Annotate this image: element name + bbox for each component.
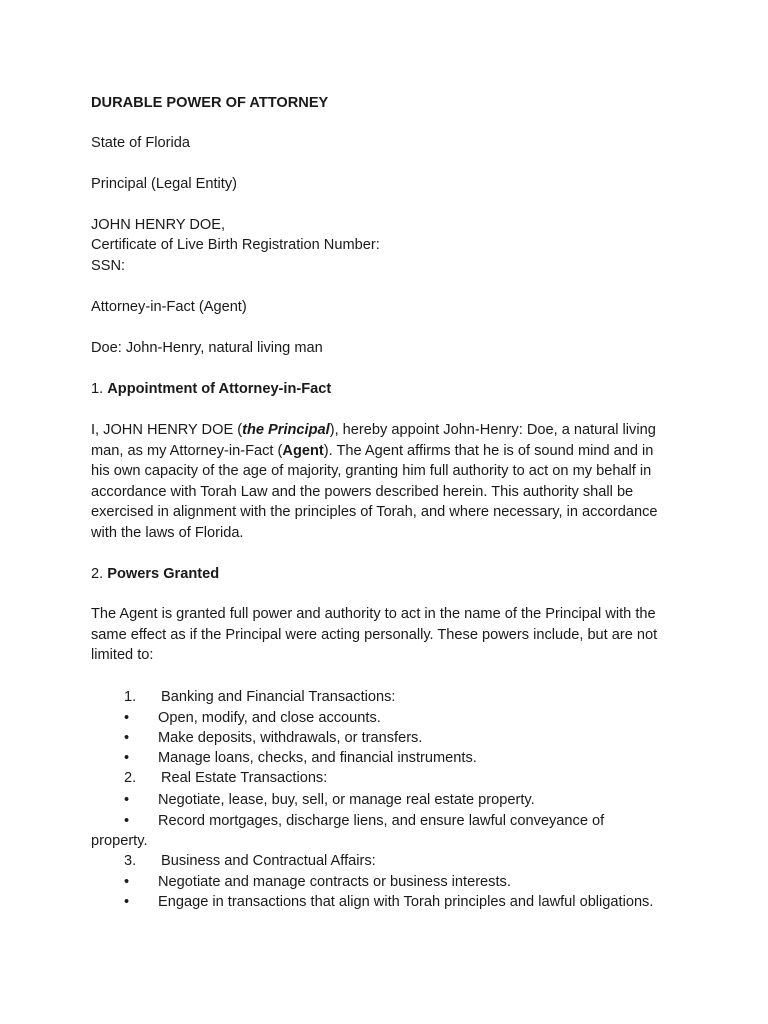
- list-number: 3.: [124, 853, 137, 869]
- paragraph-line: with the laws of Florida.: [91, 524, 244, 541]
- paragraph-line: exercised in alignment with the principles of Torah, and where necessary, in accordance: [91, 504, 658, 521]
- document-title: DURABLE POWER OF ATTORNEY: [91, 95, 329, 111]
- section-2-heading: [91, 564, 219, 584]
- principal-name: JOHN HENRY DOE,: [91, 217, 226, 233]
- list-text: Engage in transactions that align with Torah principles and lawful obligations.: [158, 894, 654, 910]
- list-text: Banking and Financial Transactions:: [161, 689, 396, 705]
- section-1-paragraph: [91, 420, 691, 544]
- list-number: 1.: [124, 689, 137, 705]
- state-line: State of Florida: [91, 135, 190, 151]
- paragraph-line: accordance with Torah Law and the powers described herein. This authority shall be: [91, 483, 634, 500]
- paragraph-line: limited to:: [91, 647, 154, 664]
- list-text: Manage loans, checks, and financial instruments.: [158, 750, 477, 766]
- principal-birth-certificate: Certificate of Live Birth Registration Number:: [91, 237, 380, 253]
- list-item-wrap: property.: [91, 833, 148, 849]
- bullet-icon: •: [124, 894, 130, 910]
- bullet-icon: •: [124, 750, 130, 766]
- list-text: Negotiate and manage contracts or business interests.: [158, 874, 511, 890]
- paragraph-line: man, as my Attorney-in-Fact (Agent). The Agent affirms that he is of sound mind and in: [91, 442, 654, 459]
- list-text: Real Estate Transactions:: [161, 770, 328, 786]
- paragraph-line: I, JOHN HENRY DOE (the Principal), hereby appoint John-Henry: Doe, a natural living: [91, 422, 656, 438]
- section-2-number: 2.: [91, 566, 108, 582]
- paragraph-line: The Agent is granted full power and authority to act in the name of the Principal with the: [91, 606, 656, 622]
- list-text: Open, modify, and close accounts.: [158, 710, 381, 726]
- paragraph-line: same effect as if the Principal were acting personally. These powers include, but are not: [91, 626, 658, 643]
- bullet-icon: •: [124, 710, 130, 726]
- principal-ssn: SSN:: [91, 258, 126, 274]
- agent-name: Doe: John-Henry, natural living man: [91, 340, 323, 356]
- section-1-heading: [91, 379, 331, 399]
- list-number: 2.: [124, 770, 137, 786]
- principal-heading: Principal (Legal Entity): [91, 176, 238, 192]
- agent-heading: Attorney-in-Fact (Agent): [91, 299, 247, 315]
- list-text: Business and Contractual Affairs:: [161, 853, 376, 869]
- list-text: Record mortgages, discharge liens, and ensure lawful conveyance of: [158, 813, 605, 829]
- section-1-title: Appointment of Attorney-in-Fact: [107, 381, 332, 397]
- paragraph-line: his own capacity of the age of majority, granting him full authority to act on my behalf in: [91, 463, 652, 480]
- section-1-number: 1.: [91, 381, 108, 397]
- bullet-icon: •: [124, 874, 130, 890]
- agent-term: Agent: [282, 442, 324, 459]
- section-2-title: Powers Granted: [107, 566, 220, 582]
- principal-term: the Principal: [242, 422, 330, 438]
- bullet-icon: •: [124, 730, 130, 746]
- list-text: Negotiate, lease, buy, sell, or manage real estate property.: [158, 792, 535, 808]
- section-2-intro: [91, 604, 691, 666]
- bullet-icon: •: [124, 792, 130, 808]
- bullet-icon: •: [124, 813, 130, 829]
- list-text: Make deposits, withdrawals, or transfers.: [158, 730, 423, 746]
